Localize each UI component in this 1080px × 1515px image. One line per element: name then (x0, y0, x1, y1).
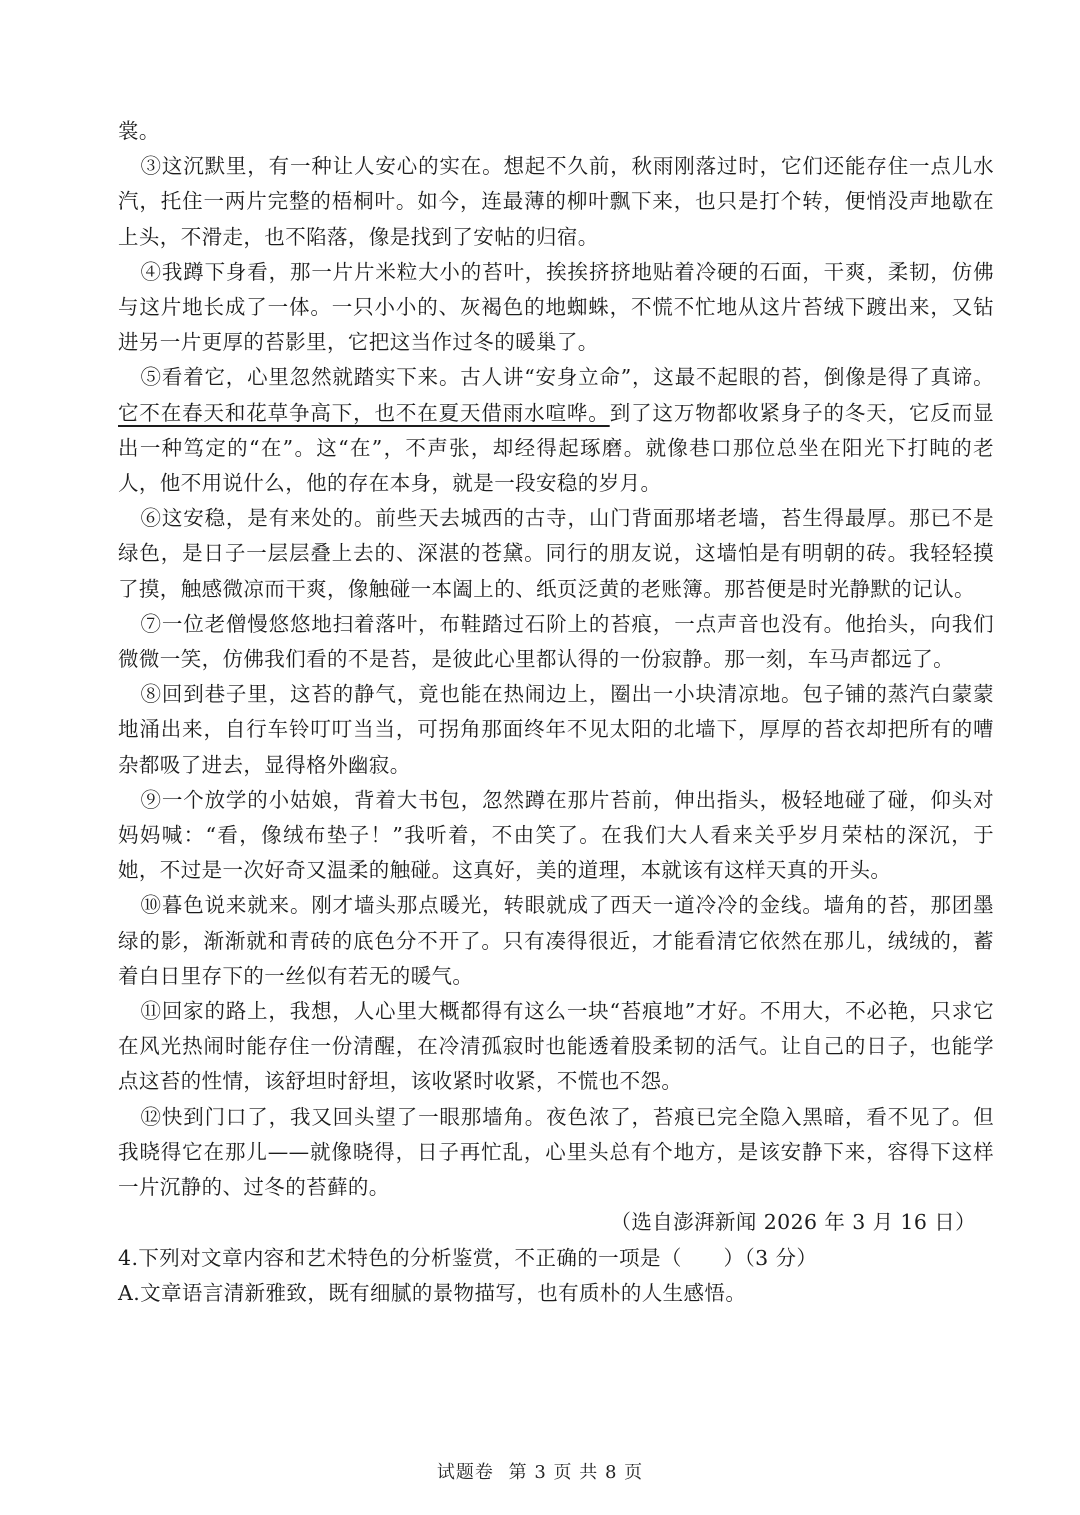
reading-passage (118, 114, 994, 1311)
footer-label: 试题卷 (436, 1462, 494, 1483)
paragraph-8: ⑧回到巷子里，这苔的静气，竟也能在热闹边上，圈出一小块清凉地。包子铺的蒸汽白蒙蒙地涌出来，自行车铃叮叮当当，可拐角那面终年不见太阳的北墙下，厚厚的苔衣却把所有的嘈杂都吸了进去，显得格外幽寂。 (118, 682, 994, 777)
paragraph-continuation: 裳。 (118, 119, 160, 143)
paragraph-11: ⑪回家的路上，我想，人心里大概都得有这么一块“苔痕地”才好。不用大，不必艳，只求它在风光热闹时能存住一份清醒，在冷清孤寂时也能透着股柔韧的活气。让自己的日子，也能学点这苔的性情，该舒坦时舒坦，该收紧时收紧，不慌也不怨。 (118, 999, 994, 1094)
paragraph-6: ⑥这安稳，是有来处的。前些天去城西的古寺，山门背面那堵老墙，苔生得最厚。那已不是绿色，是日子一层层叠上去的、深湛的苍黛。同行的朋友说，这墙怕是有明朝的砖。我轻轻摸了摸，触感微凉而干爽，像触碰一本阖上的、纸页泛黄的老账簿。那苔便是时光静默的记认。 (118, 506, 994, 601)
paragraph-5-part-b: 到了这万物都收紧身子的冬天，它反而显出一种笃定的“在”。这“在”，不声张，却经得起琢磨。就像巷口那位总坐在阳光下打盹的老人，他不用说什么，他的存在本身，就是一段安稳的岁月。 (118, 400, 995, 496)
question-4-stem: 4.下列对文章内容和艺术特色的分析鉴赏，不正确的一项是（ ）（3 分） (118, 1245, 818, 1270)
paragraph-5-part-a: ⑤看着它，心里忽然就踏实下来。古人讲“安身立命”，这最不起眼的苔，倒像是得了真谛。 (140, 365, 994, 390)
paragraph-12: ⑫快到门口了，我又回头望了一眼那墙角。夜色浓了，苔痕已完全隐入黑暗，看不见了。但我晓得它在那儿——就像晓得，日子再忙乱，心里头总有个地方，是该安静下来，容得下这样一片沉静的、过冬的苔藓的。 (118, 1104, 994, 1200)
source-citation: （选自澎湃新闻 2026 年 3 月 16 日） (610, 1210, 976, 1235)
paragraph-7: ⑦一位老僧慢悠悠地扫着落叶，布鞋踏过石阶上的苔痕，一点声音也没有。他抬头，向我们微微一笑，仿佛我们看的不是苔，是彼此心里都认得的一份寂静。那一刻，车马声都远了。 (118, 611, 994, 672)
paragraph-4: ④我蹲下身看，那一片片米粒大小的苔叶，挨挨挤挤地贴着冷硬的石面，干爽，柔韧，仿佛与这片地长成了一体。一只小小的、灰褐色的地蜘蛛，不慌不忙地从这片苔绒下踱出来，又钻进另一片更厚的苔影里，它把这当作过冬的暖巢了。 (118, 259, 994, 355)
page-footer (0, 1458, 1080, 1484)
question-4-option-a: A.文章语言清新雅致，既有细腻的景物描写，也有质朴的人生感悟。 (118, 1280, 747, 1305)
paragraph-5 (118, 360, 994, 501)
underlined-sentence: 它不在春天和花草争高下，也不在夏天借雨水喧哗。 (118, 400, 610, 425)
paragraph-3: ③这沉默里，有一种让人安心的实在。想起不久前，秋雨刚落过时，它们还能存住一点儿水汽，托住一两片完整的梧桐叶。如今，连最薄的柳叶飘下来，也只是打个转，便悄没声地歇在上头，不滑走，也不陷落，像是找到了安帖的归宿。 (118, 154, 994, 249)
footer-page-number: 第 3 页 共 8 页 (508, 1462, 644, 1483)
paragraph-10: ⑩暮色说来就来。刚才墙头那点暖光，转眼就成了西天一道冷冷的金线。墙角的苔，那团墨绿的影，渐渐就和青砖的底色分不开了。只有凑得很近，才能看清它依然在那儿，绒绒的，蓄着白日里存下的一丝似有若无的暖气。 (118, 893, 994, 988)
paragraph-9: ⑨一个放学的小姑娘，背着大书包，忽然蹲在那片苔前，伸出指头，极轻地碰了碰，仰头对妈妈喊：“看，像绒布垫子！”我听着，不由笑了。在我们大人看来关乎岁月荣枯的深沉，于她，不过是一次好奇又温柔的触碰。这真好，美的道理，本就该有这样天真的开头。 (118, 787, 994, 883)
